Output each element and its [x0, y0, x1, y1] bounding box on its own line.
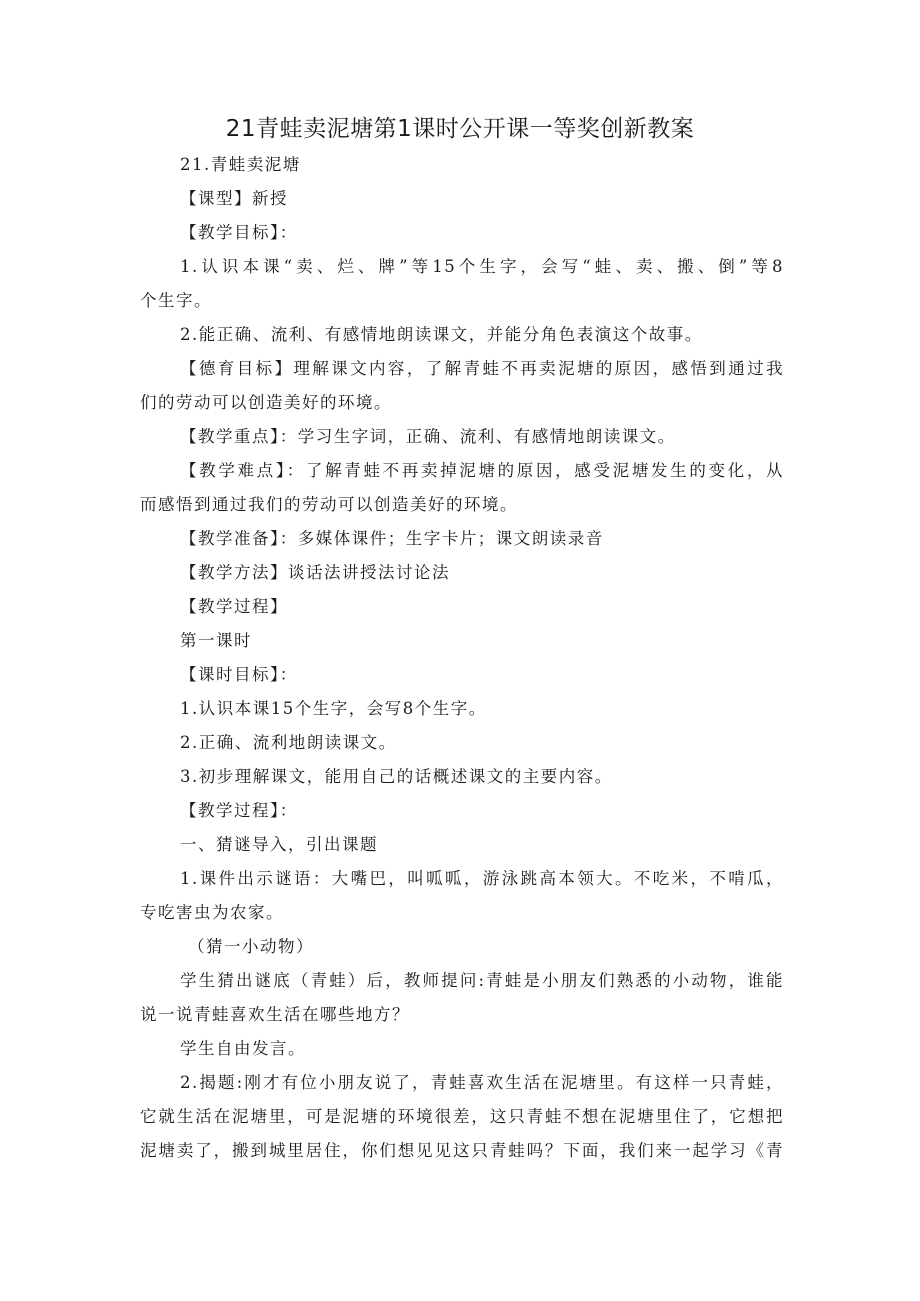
document-title: 21青蛙卖泥塘第1课时公开课一等奖创新教案 [225, 116, 695, 142]
teaching-methods: 【教学方法】谈话法讲授法讨论法 [180, 563, 450, 582]
lesson-heading: 21.青蛙卖泥塘 [180, 155, 301, 174]
riddle-line-2: 专吃害虫为农家。 [140, 903, 284, 922]
students-speak: 学生自由发言。 [180, 1039, 306, 1058]
teaching-process-subheading: 【教学过程】： [180, 801, 298, 820]
riddle-line-1: 1.课件出示谜语：大嘴巴，叫呱呱，游泳跳高本领大。不吃米，不啃瓜， [180, 869, 784, 888]
teaching-preparation: 【教学准备】：多媒体课件；生字卡片；课文朗读录音 [180, 529, 604, 548]
lesson-goal-3: 3.初步理解课文，能用自己的话概述课文的主要内容。 [180, 767, 613, 786]
goal-2: 2.能正确、流利、有感情地朗读课文，并能分角色表演这个故事。 [180, 325, 703, 344]
difficult-points-line-2: 而感悟到通过我们的劳动可以创造美好的环境。 [140, 495, 518, 514]
lesson-goal-1: 1.认识本课15个生字，会写8个生字。 [180, 699, 487, 718]
key-points: 【教学重点】：学习生字词，正确、流利、有感情地朗读课文。 [180, 427, 676, 446]
section-1-heading: 一、猜谜导入，引出课题 [180, 835, 378, 854]
first-lesson-heading: 第一课时 [180, 631, 252, 650]
reveal-topic-line-1: 2.揭题:刚才有位小朋友说了，青蛙喜欢生活在泥塘里。有这样一只青蛙， [180, 1073, 784, 1092]
moral-goal-line-2: 们的劳动可以创造美好的环境。 [140, 393, 392, 412]
difficult-points-line-1: 【教学难点】：了解青蛙不再卖掉泥塘的原因，感受泥塘发生的变化，从 [180, 461, 784, 480]
lesson-type: 【课型】新授 [180, 189, 288, 208]
teaching-goals-heading: 【教学目标】： [180, 223, 298, 242]
lesson-goals-heading: 【课时目标】： [180, 665, 298, 684]
teacher-question-line-2: 说一说青蛙喜欢生活在哪些地方？ [140, 1005, 410, 1024]
goal-1-line-1: 1.认识本课“卖、烂、牌”等15个生字，会写“蛙、卖、搬、倒”等8 [180, 257, 784, 276]
lesson-goal-2: 2.正确、流利地朗读课文。 [180, 733, 397, 752]
document-body [140, 148, 784, 1168]
moral-goal-line-1: 【德育目标】理解课文内容，了解青蛙不再卖泥塘的原因，感悟到通过我 [180, 359, 784, 378]
teacher-question-line-1: 学生猜出谜底（青蛙）后，教师提问:青蛙是小朋友们熟悉的小动物，谁能 [180, 971, 784, 990]
reveal-topic-line-2: 它就生活在泥塘里，可是泥塘的环境很差，这只青蛙不想在泥塘里住了，它想把 [140, 1107, 784, 1126]
teaching-process-heading: 【教学过程】 [180, 597, 288, 616]
goal-1-line-2: 个生字。 [140, 291, 212, 310]
reveal-topic-line-3: 泥塘卖了，搬到城里居住，你们想见见这只青蛙吗？下面，我们来一起学习《青 [140, 1141, 784, 1160]
riddle-hint: （猜一小动物） [188, 937, 314, 956]
